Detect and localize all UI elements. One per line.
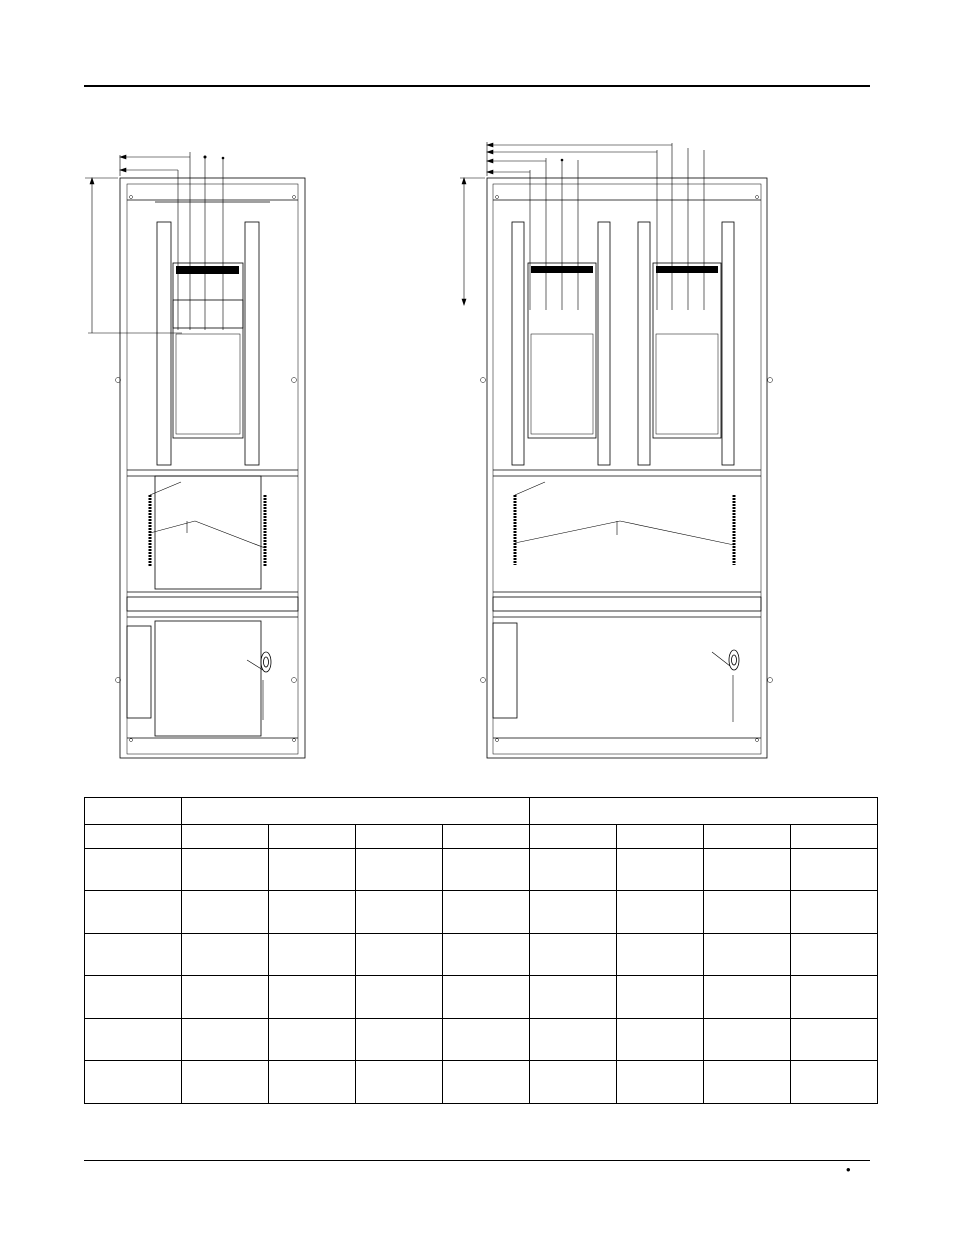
table-cell <box>182 825 269 849</box>
table-row <box>85 891 878 934</box>
table-cell <box>791 849 878 891</box>
table-cell <box>85 798 182 825</box>
table-cell <box>704 849 791 891</box>
table-cell <box>356 976 443 1019</box>
table-cell <box>85 1061 182 1104</box>
table-cell <box>791 1019 878 1061</box>
table-row <box>85 1019 878 1061</box>
table-cell <box>530 1019 617 1061</box>
table-cell <box>269 1061 356 1104</box>
table-header-row <box>85 798 878 825</box>
table-cell <box>791 934 878 976</box>
table-cell <box>791 825 878 849</box>
table-cell <box>356 849 443 891</box>
dimension-lines-right <box>460 142 704 310</box>
table-cell <box>443 849 530 891</box>
table-cell <box>704 825 791 849</box>
table-cell <box>617 1061 704 1104</box>
footer-rule <box>84 1160 870 1161</box>
table-cell <box>356 1019 443 1061</box>
table-cell <box>182 934 269 976</box>
table-cell <box>617 934 704 976</box>
table-cell <box>530 1061 617 1104</box>
table-cell <box>85 891 182 934</box>
single-panel-cabinet-drawing <box>85 152 305 758</box>
table-cell <box>356 1061 443 1104</box>
table-cell <box>85 1019 182 1061</box>
table-cell <box>269 891 356 934</box>
table-cell <box>617 849 704 891</box>
table-cell <box>269 934 356 976</box>
table-cell <box>617 1019 704 1061</box>
table-cell <box>704 891 791 934</box>
table-cell <box>182 1061 269 1104</box>
table-cell <box>269 1019 356 1061</box>
table-cell <box>356 825 443 849</box>
table-cell <box>530 825 617 849</box>
table-cell <box>791 1061 878 1104</box>
table-cell <box>182 976 269 1019</box>
table-cell <box>704 976 791 1019</box>
table-cell <box>704 934 791 976</box>
table-cell <box>85 976 182 1019</box>
table-cell <box>182 1019 269 1061</box>
table-cell <box>269 825 356 849</box>
table-cell <box>530 798 878 825</box>
table-cell <box>617 976 704 1019</box>
table-cell <box>356 891 443 934</box>
table-cell <box>530 934 617 976</box>
table-cell <box>356 934 443 976</box>
footer-bullet: • <box>846 1162 851 1177</box>
table-row <box>85 849 878 891</box>
table-cell <box>443 1061 530 1104</box>
table-cell <box>617 825 704 849</box>
table-cell <box>85 849 182 891</box>
table-cell <box>269 976 356 1019</box>
table-cell <box>791 976 878 1019</box>
table-cell <box>704 1019 791 1061</box>
table-cell <box>85 825 182 849</box>
table-cell <box>443 1019 530 1061</box>
table-cell <box>791 891 878 934</box>
breaker-rows <box>176 334 240 434</box>
spec-table <box>84 797 878 1104</box>
table-cell <box>530 849 617 891</box>
table-cell <box>617 891 704 934</box>
table-row <box>85 976 878 1019</box>
table-cell <box>443 891 530 934</box>
table-cell <box>704 1061 791 1104</box>
table-cell <box>182 849 269 891</box>
table-cell <box>269 849 356 891</box>
dimension-lines <box>85 152 224 333</box>
table-cell <box>530 976 617 1019</box>
table-cell <box>443 825 530 849</box>
table-cell <box>85 934 182 976</box>
table-cell <box>182 798 530 825</box>
table-subheader-row <box>85 825 878 849</box>
table-row <box>85 1061 878 1104</box>
table-cell <box>182 891 269 934</box>
table-cell <box>530 891 617 934</box>
dual-panel-cabinet-drawing <box>460 142 773 758</box>
table-cell <box>443 976 530 1019</box>
table-row <box>85 934 878 976</box>
table-cell <box>443 934 530 976</box>
